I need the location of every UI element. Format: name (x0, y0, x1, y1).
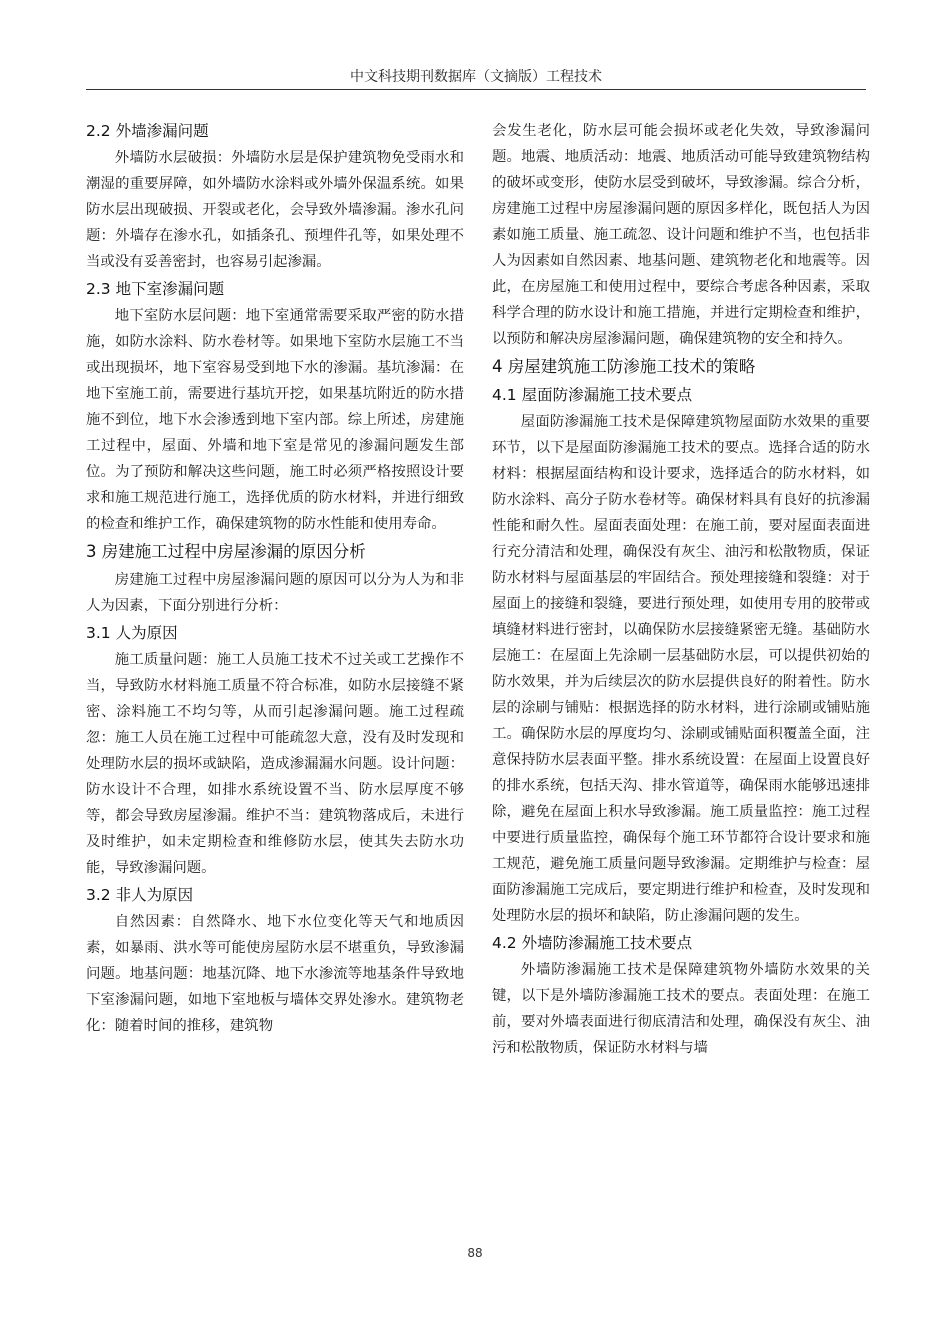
paragraph-3-2: 自然因素：自然降水、地下水位变化等天气和地质因素，如暴雨、洪水等可能使房屋防水层不堪重负，导致渗漏问题。地基问题：地基沉降、地下水渗流等地基条件导致地下室渗漏问题，如地下室地板与墙体交界处渗水。建筑物老化：随着时间的推移，建筑物 (86, 914, 464, 1034)
page-number: 88 (467, 1246, 483, 1260)
section-heading-3-1: 3.1 人为原因 (86, 624, 178, 642)
paragraph-4-2: 外墙防渗漏施工技术是保障建筑物外墙防水效果的关键，以下是外墙防渗漏施工技术的要点。表面处理：在施工前，要对外墙表面进行彻底清洁和处理，确保没有灰尘、油污和松散物质，保证防水材料与墙 (492, 962, 870, 1056)
section-heading-4-2: 4.2 外墙防渗漏施工技术要点 (492, 934, 693, 952)
paragraph-2-2: 外墙防水层破损：外墙防水层是保护建筑物免受雨水和潮湿的重要屏障，如外墙防水涂料或外墙外保温系统。如果防水层出现破损、开裂或老化，会导致外墙渗漏。渗水孔问题：外墙存在渗水孔，如插条孔、预埋件孔等，如果处理不当或没有妥善密封，也容易引起渗漏。 (86, 150, 464, 270)
paragraph-3-1: 施工质量问题：施工人员施工技术不过关或工艺操作不当，导致防水材料施工质量不符合标准，如防水层接缝不紧密、涂料施工不均匀等，从而引起渗漏问题。施工过程疏忽：施工人员在施工过程中可能疏忽大意，没有及时发现和处理防水层的损坏或缺陷，造成渗漏漏水问题。设计问题：防水设计不合理，如排水系统设置不当、防水层厚度不够等，都会导致房屋渗漏。维护不当：建筑物落成后，未进行及时维护，如未定期检查和维修防水层，使其失去防水功能，导致渗漏问题。 (86, 652, 464, 876)
section-heading-4-1: 4.1 屋面防渗漏施工技术要点 (492, 386, 693, 404)
paragraph-4-1: 屋面防渗漏施工技术是保障建筑物屋面防水效果的重要环节，以下是屋面防渗漏施工技术的要点。选择合适的防水材料：根据屋面结构和设计要求，选择适合的防水材料，如防水涂料、高分子防水卷材等。确保材料具有良好的抗渗漏性能和耐久性。屋面表面处理：在施工前，要对屋面表面进行充分清洁和处理，确保没有灰尘、油污和松散物质，保证防水材料与屋面基层的牢固结合。预处理接缝和裂缝：对于屋面上的接缝和裂缝，要进行预处理，如使用专用的胶带或填缝材料进行密封，以确保防水层接缝紧密无缝。基础防水层施工：在屋面上先涂刷一层基础防水层，可以提供初始的防水效果，并为后续层次的防水层提供良好的附着性。防水层的涂刷与铺贴：根据选择的防水材料，进行涂刷或铺贴施工。确保防水层的厚度均匀、涂刷或铺贴面积覆盖全面，注意保持防水层表面平整。排水系统设置：在屋面上设置良好的排水系统，包括天沟、排水管道等，确保雨水能够迅速排除，避免在屋面上积水导致渗漏。施工质量监控：施工过程中要进行质量监控，确保每个施工环节都符合设计要求和施工规范，避免施工质量问题导致渗漏。定期维护与检查：屋面防渗漏施工完成后，要定期进行维护和检查，及时发现和处理防水层的损坏和缺陷，防止渗漏问题的发生。 (492, 414, 870, 924)
section-heading-2-2: 2.2 外墙渗漏问题 (86, 122, 209, 140)
section-heading-3-2: 3.2 非人为原因 (86, 886, 194, 904)
paragraph-3-2-continued: 会发生老化，防水层可能会损坏或老化失效，导致渗漏问题。地震、地质活动：地震、地质活动可能导致建筑物结构的破坏或变形，使防水层受到破坏，导致渗漏。综合分析，房建施工过程中房屋渗漏问题的原因多样化，既包括人为因素如施工质量、施工疏忽、设计问题和维护不当，也包括非人为因素如自然因素、地基问题、建筑物老化和地震等。因此，在房屋施工和使用过程中，要综合考虑各种因素，采取科学合理的防水设计和施工措施，并进行定期检查和维护，以预防和解决房屋渗漏问题，确保建筑物的安全和持久。 (492, 123, 870, 347)
journal-header: 中文科技期刊数据库（文摘版）工程技术 (350, 69, 602, 85)
header-divider (86, 89, 866, 90)
paragraph-3: 房建施工过程中房屋渗漏问题的原因可以分为人为和非人为因素，下面分别进行分析： (86, 572, 464, 614)
right-column (492, 118, 870, 1062)
section-heading-3: 3 房建施工过程中房屋渗漏的原因分析 (86, 542, 366, 561)
left-column (86, 118, 464, 1040)
section-heading-2-3: 2.3 地下室渗漏问题 (86, 280, 225, 298)
paragraph-2-3: 地下室防水层问题：地下室通常需要采取严密的防水措施，如防水涂料、防水卷材等。如果地下室防水层施工不当或出现损坏，地下室容易受到地下水的渗漏。基坑渗漏：在地下室施工前，需要进行基坑开挖，如果基坑附近的防水措施不到位，地下水会渗透到地下室内部。综上所述，房建施工过程中，屋面、外墙和地下室是常见的渗漏问题发生部位。为了预防和解决这些问题，施工时必须严格按照设计要求和施工规范进行施工，选择优质的防水材料，并进行细致的检查和维护工作，确保建筑物的防水性能和使用寿命。 (86, 308, 464, 532)
section-heading-4: 4 房屋建筑施工防渗施工技术的策略 (492, 357, 756, 376)
